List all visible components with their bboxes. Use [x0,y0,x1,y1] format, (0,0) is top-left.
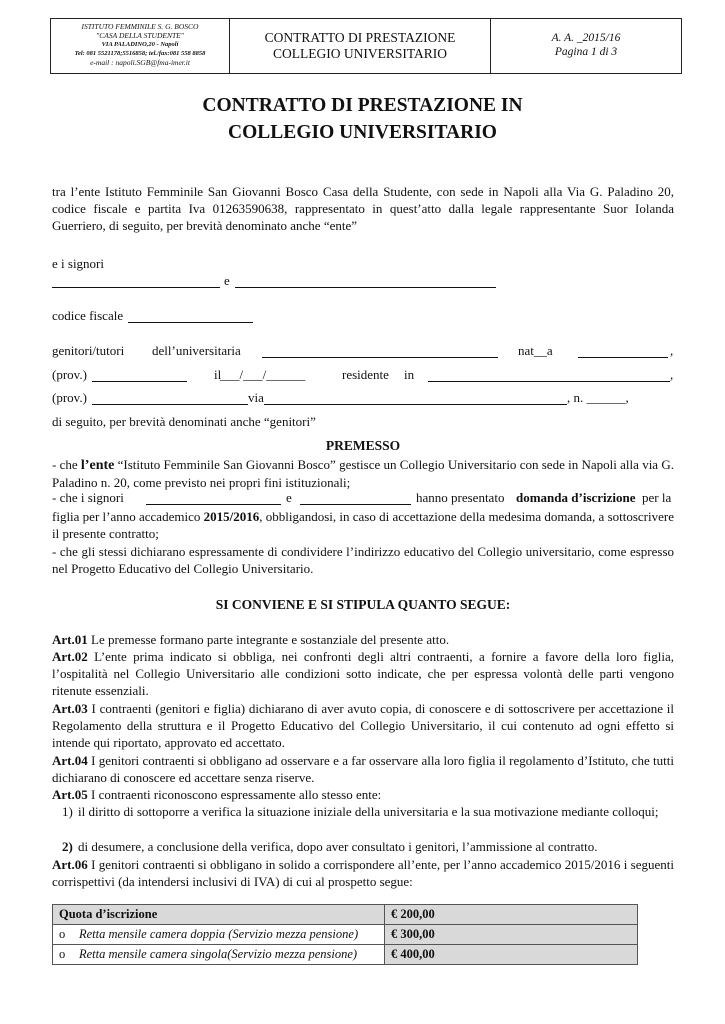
guardians-label: genitori/tutori [52,343,125,358]
title-line2: COLLEGIO UNIVERSITARIO [228,122,497,143]
fee-amount: € 300,00 [385,925,638,945]
institute-house: "CASA DELLA STUDENTE" [96,31,184,40]
p2-text: hanno presentato [416,490,505,505]
seguito-row [52,414,676,432]
article-05-num: Art.05 [52,787,88,802]
article-05 [52,786,674,803]
institute-address: VIA PALADINO,20 - Napoli [101,41,179,48]
residence-province-field[interactable] [92,404,248,405]
birth-row [52,367,676,385]
intro-paragraph: tra l’ente Istituto Femminile San Giovanni Bosco Casa della Studente, con sede in Napoli alla Via G. Paladino 20, codice fiscale e partita Iva 01263590638, rappresentato in quest’atto dalla legale rappresentante Suor Iolanda Guerriero, di seguito, per brevità denominato anche “ente” [52,184,674,234]
article-06 [52,856,674,890]
fee-label [53,925,385,945]
p2-parent1-field[interactable] [146,504,281,505]
fee-amount: € 200,00 [385,905,638,925]
institute-phone: Tel: 081 5521178;5516858; tel./fax:081 558 8858 [74,50,206,57]
double-room-label: Retta mensile camera doppia (Servizio mezza pensione) [79,927,359,941]
fee-amount: € 400,00 [385,945,638,965]
fee-label [53,945,385,965]
article-03 [52,700,674,752]
article-02-num: Art.02 [52,649,88,664]
article-01-text: Le premesse formano parte integrante e sostanziale del presente atto. [87,632,450,647]
fee-row [53,945,638,965]
and-label: e [224,273,230,288]
premesso-point-2-line1 [52,490,676,508]
single-room-label: Retta mensile camera singola(Servizio mezza pensione) [79,947,358,961]
article-01 [52,631,674,648]
p1-text: “Istituto Femminile San Giovanni Bosco” gestisce un Collegio Universitario con sede in Napoli alla via G. Paladino n. 20, come previsto nei propri fini istituzionali; [52,457,674,491]
birth-date-field[interactable]: ___/___/______ [220,367,306,382]
page-number: Pagina 1 di 3 [554,46,618,58]
p2-prefix: - che i signori [52,490,124,505]
residence-city-field[interactable] [428,381,670,382]
header-title-line1: CONTRATTO DI PRESTAZIONE [264,30,456,45]
date-label: il [214,367,222,382]
student-label: dell’universitaria [152,343,241,358]
seguito-text: di seguito, per brevità denominati anche “genitori” [52,414,316,429]
birth-province-field[interactable] [92,381,187,382]
article-06-text: I genitori contraenti si obbligano in solido a corrispondere all’ente, per l’anno accademico 2015/2016 i seguenti corrispettivi (da intendersi inclusivi di IVA) di cui al prospetto segue: [52,857,674,890]
house-number-field[interactable]: , n. ______, [567,390,629,405]
article-01-num: Art.01 [52,632,88,647]
header-title-line2: COLLEGIO UNIVERSITARIO [272,46,448,61]
guardians-row [52,343,676,361]
registration-fee-label: Quota d’iscrizione [59,907,158,921]
parent2-name-field[interactable] [235,287,496,288]
premesso-point-2-rest [52,508,674,542]
p2-text3: , obbligandosi, in caso di accettazione della medesima domanda, a sottoscrivere il presente contratto; [52,509,674,542]
street-field[interactable] [264,404,567,405]
street-label: via [248,390,264,405]
article-04-num: Art.04 [52,753,88,768]
fee-table [52,904,638,965]
signori-row [52,256,676,274]
item-2-num: 2) [62,839,73,854]
student-name-field[interactable] [262,357,498,358]
institute-name: ISTITUTO FEMMINILE S. G. BOSCO [81,22,199,31]
document-header [50,18,682,74]
article-06-num: Art.06 [52,857,88,872]
item-2-text: di desumere, a conclusione della verifica, dopo aver consultato i genitori, l’ammissione al contratto. [78,839,598,854]
institute-email: e-mail : napoli.SGB@fma-imer.it [90,58,190,67]
signori-label: e i signori [52,256,104,271]
p2-and: e [286,490,292,505]
fiscal-code-field[interactable] [128,322,253,323]
institute-box [51,19,230,73]
header-meta [491,19,681,73]
resident-label: residente [342,367,389,382]
address-row [52,390,676,408]
premesso-heading: PREMESSO [325,438,401,453]
bullet-icon: o [59,927,66,941]
p1-prefix: - che [52,457,81,472]
province-label-2: (prov.) [52,390,87,405]
in-label: in [404,367,415,382]
fiscal-code-label: codice fiscale [52,308,124,323]
parents-names-row [52,273,676,291]
comma-1: , [670,343,674,358]
academic-year: A. A. _2015/16 [551,32,621,44]
article-03-num: Art.03 [52,701,88,716]
article-04-text: I genitori contraenti si obbligano ad osservare e a far osservare alla loro figlia il regolamento d’Istituto, che tutti dichiarano di conoscere ed accettare senza riserve. [52,753,674,786]
premesso-point-3: - che gli stessi dichiarano espressamente di condividere l’indirizzo educativo del Collegio universitario, come espresso nel Progetto Educativo del Collegio Universitario. [52,544,674,577]
page-title [0,92,725,146]
p1-bold: l’ente [80,458,115,473]
article-05-item-1 [62,803,674,820]
premesso-point-1 [52,456,674,491]
p2-year-prefix: figlia per l’anno accademico [52,509,201,524]
convene-heading: SI CONVIENE E SI STIPULA QUANTO SEGUE: [215,597,511,612]
p2-text2: per la [642,490,672,505]
article-05-item-2 [62,838,674,855]
item-1-num: 1) [62,804,73,819]
title-line1: CONTRATTO DI PRESTAZIONE IN [202,95,523,116]
article-02 [52,648,674,700]
item-1-text: il diritto di sottoporre a verifica la situazione iniziale della universitaria e la sua motivazione mediante colloqui; [78,804,659,819]
article-02-text: L’ente prima indicato si obbliga, nei confronti degli altri contraenti, a fornire a favore della loro figlia, l’ospitalità nel Collegio Universitario alle condizioni sotto indicate, che per espressa volontà delle parti vengono ritenute essenziali. [52,649,674,699]
p2-parent2-field[interactable] [300,504,411,505]
p2-year: 2015/2016 [203,509,260,524]
fee-label [53,905,385,925]
parent1-name-field[interactable] [52,287,220,288]
born-in-label: nat__a [518,343,553,358]
article-05-text: I contraenti riconoscono espressamente allo stesso ente: [87,787,382,802]
header-doc-title [230,19,491,73]
article-03-text: I contraenti (genitori e figlia) dichiarano di aver avuto copia, di conoscere e di sottoscrivere per accettazione il Regolamento della struttura e il Progetto Educativo del Collegio Universitario, il cui contenuto ad ogni effetto si intende qui riportato, approvato ed accettato. [52,701,674,751]
comma-2: , [670,367,674,382]
article-04 [52,752,674,786]
fee-row [53,905,638,925]
fee-row [53,925,638,945]
province-label: (prov.) [52,367,87,382]
p2-bold: domanda d’iscrizione [516,490,636,505]
bullet-icon: o [59,947,66,961]
fiscal-code-row [52,308,676,326]
birthplace-field[interactable] [578,357,668,358]
